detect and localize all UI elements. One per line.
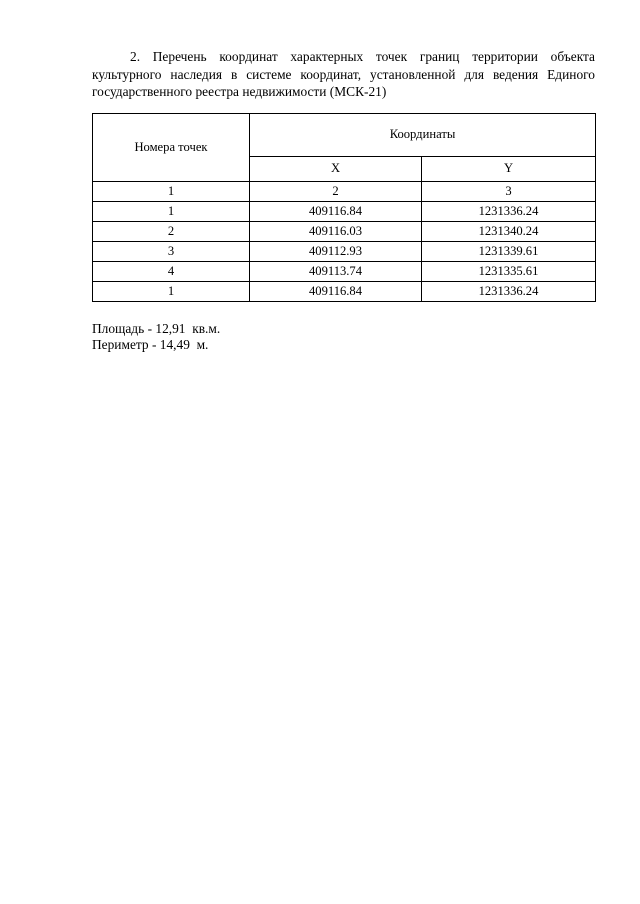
summary-block xyxy=(92,321,595,354)
area-value: Площадь - 12,91 кв.м. xyxy=(92,320,221,336)
y-coordinate: 1231336.24 xyxy=(422,201,596,221)
point-number: 4 xyxy=(93,261,250,281)
numbering-cell: 2 xyxy=(250,181,422,201)
table-row xyxy=(93,281,596,301)
table-row xyxy=(93,201,596,221)
point-number: 3 xyxy=(93,241,250,261)
y-coordinate: 1231339.61 xyxy=(422,241,596,261)
header-coordinates: Координаты xyxy=(250,113,596,156)
y-coordinate: 1231335.61 xyxy=(422,261,596,281)
table-row xyxy=(93,221,596,241)
y-coordinate: 1231340.24 xyxy=(422,221,596,241)
point-number: 1 xyxy=(93,281,250,301)
x-coordinate: 409116.03 xyxy=(250,221,422,241)
header-y: Y xyxy=(422,156,596,181)
table-row xyxy=(93,241,596,261)
x-coordinate: 409113.74 xyxy=(250,261,422,281)
coordinates-table xyxy=(92,113,596,302)
table-row xyxy=(93,261,596,281)
point-number: 1 xyxy=(93,201,250,221)
numbering-row xyxy=(93,181,596,201)
document-page xyxy=(92,48,595,354)
x-coordinate: 409116.84 xyxy=(250,201,422,221)
numbering-cell: 3 xyxy=(422,181,596,201)
header-points: Номера точек xyxy=(93,113,250,181)
intro-paragraph: 2. Перечень координат характерных точек границ территории объекта культурного наследия в системе координат, установленной для ведения Единого государственного реестра недвижимости (МСК-21) xyxy=(92,49,595,100)
point-number: 2 xyxy=(93,221,250,241)
numbering-cell: 1 xyxy=(93,181,250,201)
header-x: X xyxy=(250,156,422,181)
y-coordinate: 1231336.24 xyxy=(422,281,596,301)
x-coordinate: 409112.93 xyxy=(250,241,422,261)
x-coordinate: 409116.84 xyxy=(250,281,422,301)
perimeter-value: Периметр - 14,49 м. xyxy=(92,337,209,353)
